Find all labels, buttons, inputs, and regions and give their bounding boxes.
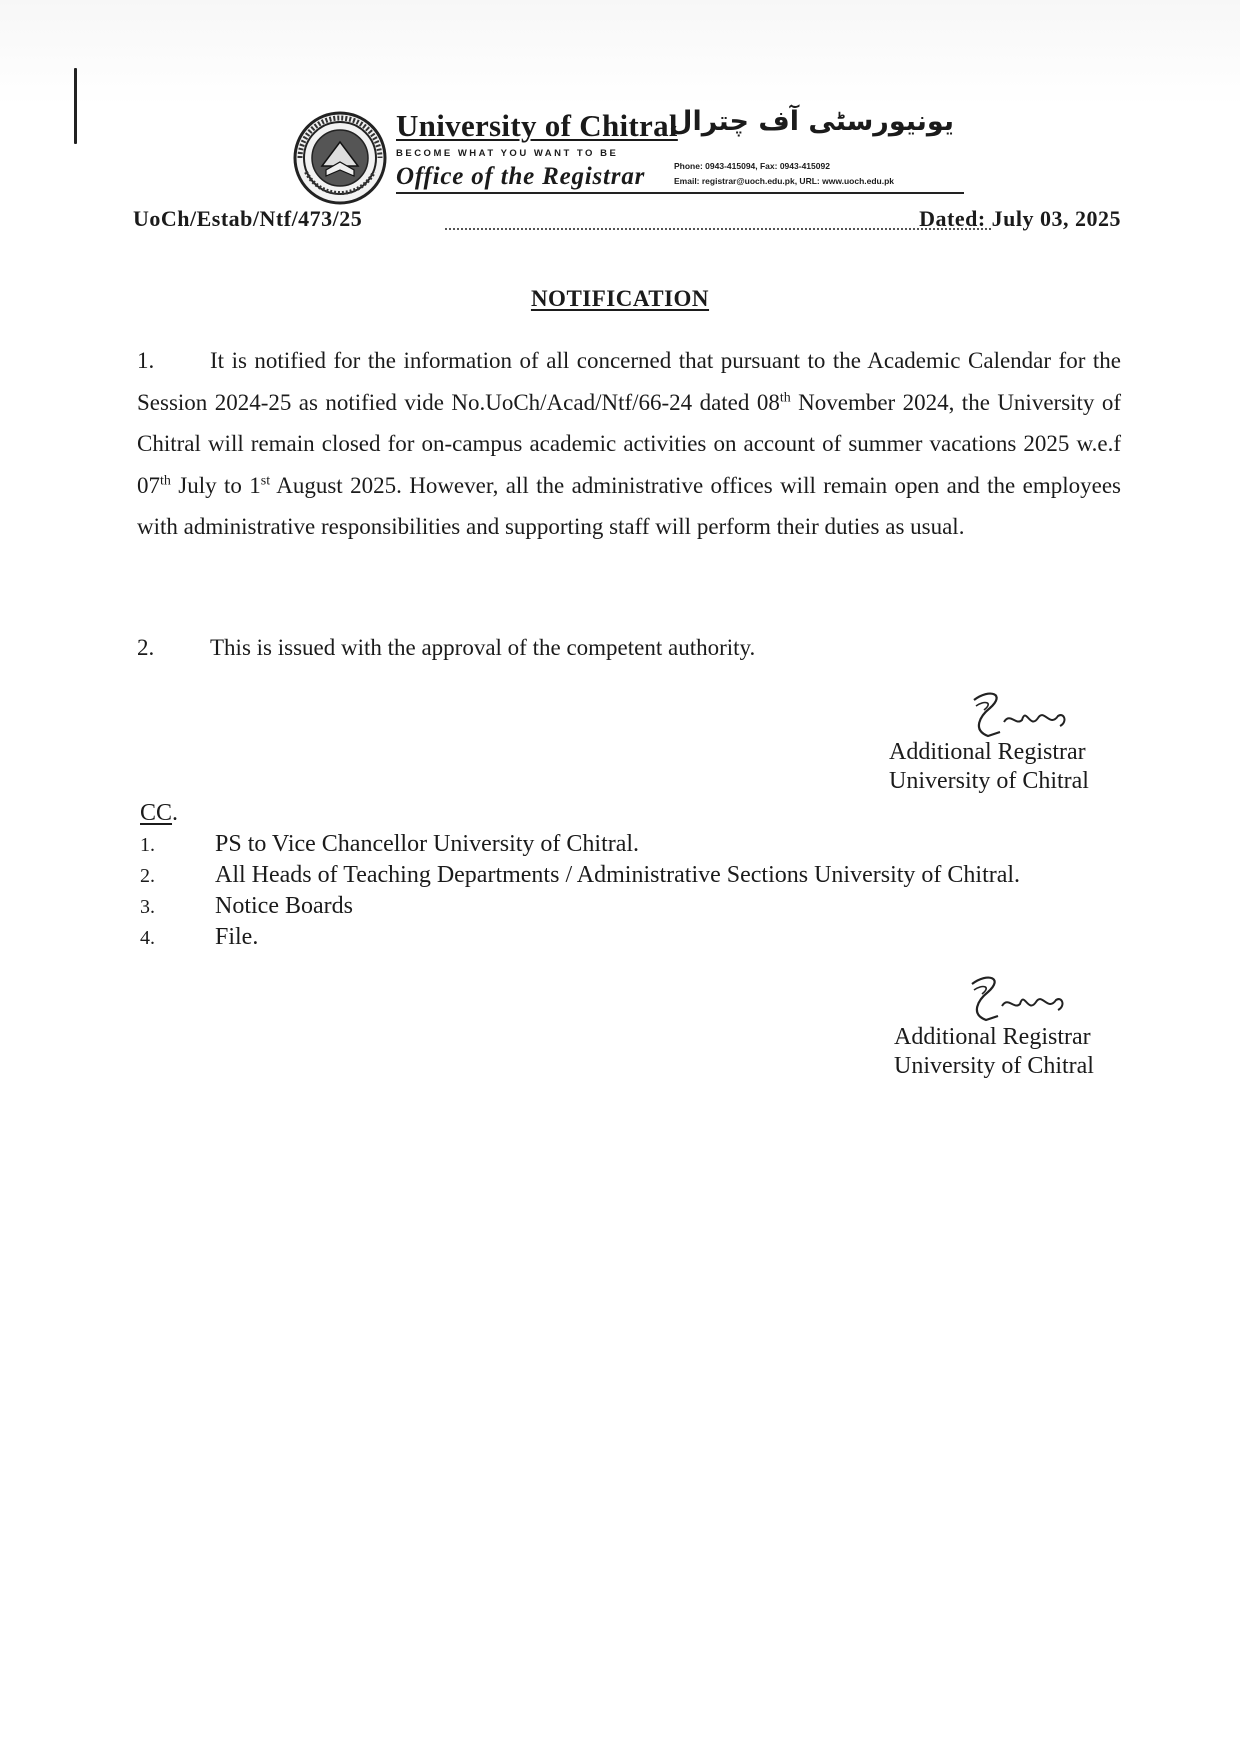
paragraph-text: July to 1 xyxy=(170,472,261,498)
signature-block-2 xyxy=(894,1023,1094,1081)
email-line: Email: registrar@uoch.edu.pk, URL: www.uoch.edu.pk xyxy=(674,176,895,186)
university-name: University of Chitral xyxy=(396,108,678,143)
ordinal-suffix: th xyxy=(779,389,791,405)
university-seal-icon xyxy=(292,110,388,206)
cc-label: CC xyxy=(140,800,173,826)
signatory-designation: Additional Registrar xyxy=(894,1024,1091,1050)
cc-item-text: All Heads of Teaching Departments / Administrative Sections University of Chitral. xyxy=(215,862,1021,888)
cc-item-text: PS to Vice Chancellor University of Chitral. xyxy=(215,831,640,857)
margin-mark xyxy=(74,68,77,144)
reference-number: UoCh/Estab/Ntf/473/25 xyxy=(133,206,363,231)
office-name: Office of the Registrar xyxy=(396,163,646,190)
paragraph-1 xyxy=(137,340,1121,548)
cc-list xyxy=(140,829,1020,953)
paragraph-number: 2. xyxy=(137,635,155,660)
cc-item xyxy=(140,860,1020,891)
letterhead-rule xyxy=(396,192,964,194)
ordinal-suffix: st xyxy=(260,472,271,488)
cc-item-text: Notice Boards xyxy=(215,893,353,919)
paragraph-text: August 2025. However, all the administrative offices will remain open and the employees with administrative responsibilities and supporting staff will perform their duties as usual. xyxy=(137,472,1122,539)
cc-item xyxy=(140,891,1020,922)
university-tagline: BECOME WHAT YOU WANT TO BE xyxy=(396,148,619,159)
paragraph-text: This is issued with the approval of the competent authority. xyxy=(210,635,756,660)
ordinal-suffix: th xyxy=(160,472,171,488)
paragraph-2 xyxy=(137,627,1121,669)
signature-block-1 xyxy=(889,738,1089,796)
cc-suffix: . xyxy=(172,800,179,826)
cc-item-number: 2. xyxy=(140,865,155,887)
cc-heading xyxy=(140,800,178,827)
paragraph-text: It is notified for the information of all concerned that pursuant to the Academic Calendar for the Session 2024-25 as notified vide No.UoCh/Acad/Ntf/66-24 dated 08 xyxy=(137,348,1121,415)
signatory-organization: University of Chitral xyxy=(889,768,1089,794)
paragraph-number: 1. xyxy=(137,348,155,373)
cc-item xyxy=(140,829,1020,860)
cc-item-number: 1. xyxy=(140,834,155,856)
contact-info xyxy=(674,159,894,189)
reference-row xyxy=(133,206,1121,234)
dotted-leader xyxy=(445,228,991,230)
cc-item-text: File. xyxy=(215,924,259,950)
reference-date: Dated: July 03, 2025 xyxy=(919,206,1121,231)
document-title: NOTIFICATION xyxy=(530,286,710,311)
signatory-designation: Additional Registrar xyxy=(889,739,1086,765)
university-name-urdu: یونیورسٹی آف چترال xyxy=(669,106,954,137)
paragraph-text: November 2024, the University of Chitral will remain closed for on-campus academic activities on account of summer vacations 2025 w.e.f 07 xyxy=(137,389,1121,498)
cc-item-number: 4. xyxy=(140,927,155,949)
signatory-organization: University of Chitral xyxy=(894,1053,1094,1079)
phone-line: Phone: 0943-415094, Fax: 0943-415092 xyxy=(674,161,830,171)
letterhead xyxy=(292,104,968,192)
cc-item-number: 3. xyxy=(140,896,155,918)
cc-item xyxy=(140,922,1020,953)
